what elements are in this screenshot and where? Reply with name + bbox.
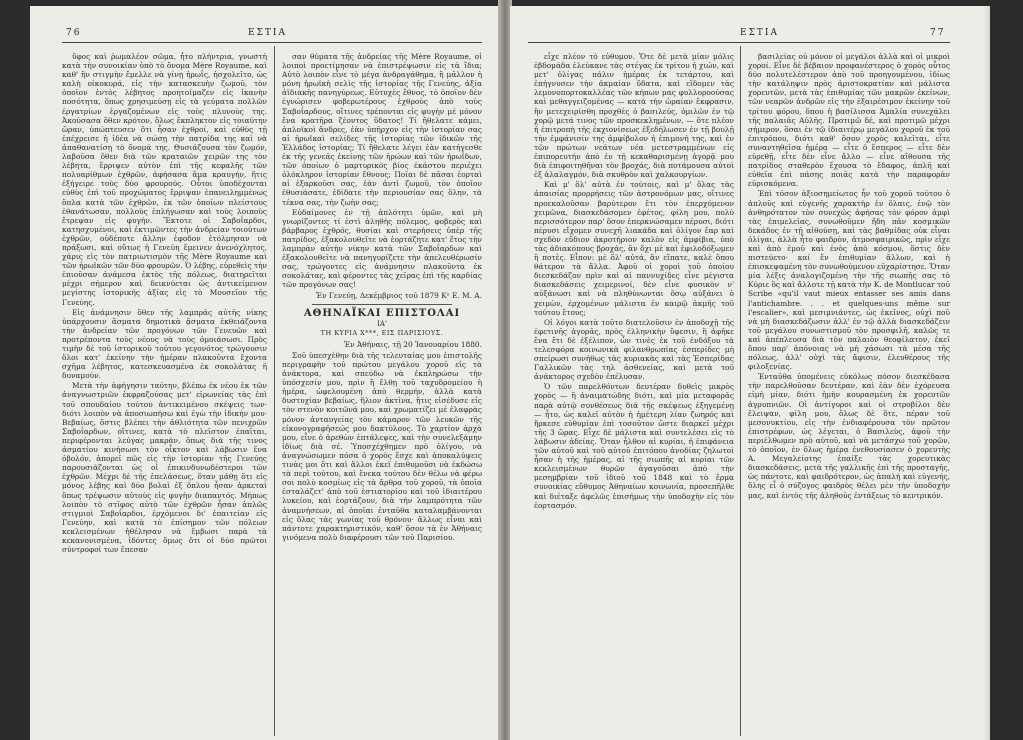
right-page — [510, 6, 990, 740]
paragraph: ὕφος καὶ ῥωμαλέον σῶμα, ἦτο πλήντρια, γνωστὴ κατὰ τὴν συνοικίαν ὑπὸ τὸ ὄνομα Mère Royaume, καὶ καθ' ἣν στιγμὴν ἔμελλε νὰ γίνῃ ἡρωΐς, ἠσχολεῖτο, ὡς καλὴ οἰκοκυρά, εἰς τὴν κατασκευὴν ζωμοῦ, τὸν ὁποῖον ἐντὸς λέβητος προητοίμαζεν εἰς ἱκανὴν ποσότητα, ὅπως χρησιμεύσῃ εἰς τὰ γεύματα πολλῶν ἐργατρίων ἐργαζομένων εἰς τοὺς πλυνοὺς της. Ἀκούσασα ὅθεν κρότον, ὅλως ἔκπληκτον εἰς τοιαύτην ὥραν, ὑπώπτευσεν ὅτι ἦσαν ἐχθροί, καὶ εὐθὺς τῇ ἐπέχρεισε ἡ ἰδέα νὰ σώσῃ τὴν πατρίδα της καὶ νὰ ἀπαθανατίσῃ τὸ ὄνομά της. Θυσιάζουσα τὸν ζωμόν, λαβοῦσα ὅθεν διὰ τῶν κραταιῶν χειρῶν της τὸν λέβητα, ἔρριψεν αὐτὸν ἐπὶ τῆς κεφαλῆς τῶν πολυαρίθμων ἐχθρῶν, ἀφήσασα ἅμα κραυγήν, ἥτις ἐξήγειρε τοὺς δύο φρουρούς. Οὗτοι ὑποδέχονται εὐθὺς ἐπὶ τοῦ προχώματος ἔρριψαν ἐπανειλημμένως ὅπλα κατὰ τῶν ἐχθρῶν, ἐκ τῶν ὁποίων πλείστους ἐθανάτωσαν, πολλοὺς ἐπλήγωσαν καὶ τοὺς λοιποὺς ἔτρεψαν εἰς φυγήν. Ἔκτοτε οἱ Σαβοΐαρδοι, κατησχυμένοι, καὶ ἐκτιμῶντες τὴν ἀνδρείαν τοιούτων ἐχθρῶν, οὐδέποτε ἄλλην ἐφοδον ἐτόλμησαν νὰ πράξωσι, καὶ οὕτως ἡ Γενεύη ἔμεινεν ἀνενόχλητος, χάρις εἰς τὸν πατριωτισμὸν τῆς Mère Royaume καὶ τῶν ἡρωϊκῶν τῶν δύο φρουρῶν. Ὁ λέβης, εὑρεθεὶς τὴν ἐπιοῦσαν ἀνάμεσα ἐκτὸς τῆς πόλεως, διατηρεῖται μέχρι σήμερον καὶ δεικνύεται ὡς ἀντικείμενον μεγίστης ἱστορικῆς ἀξίας εἰς τὸ Μουσεῖον τῆς Γενεύης. — [62, 52, 267, 307]
paragraph: Εὐδαίμονες ἐν τῇ ἀπλότητι ὑμῶν, καὶ μὴ γνωρίζοντες τί ἐστὶ ἀληθὴς πόλεμος, φοβερὸς καὶ βάρβαρος ἐχθρός, θυσίαι καὶ στερήσεις ὑπὲρ τῆς πατρίδος, ἑξακολουθεῖτε νὰ ἑορτάζητε κατ' ἔτος τὴν λαμπρὰν αὐτὴν νίκην κατὰ τῶν Σαβοΐαρδων καὶ ἑξακολουθεῖτε νὰ πανηγυρίζετε τὴν ἀπελευθέρωσίν σας, τρώγοντες εἰς ἀνάμνησιν πλακοῦντα ἐκ σοκολάτας, καὶ φέροντες τὰς χεῖρας ἐπὶ τῆς καρδίας τῶν προγόνων σας! — [282, 207, 482, 290]
right-column-2 — [748, 52, 950, 732]
column-divider — [274, 46, 275, 736]
right-column-1 — [534, 52, 734, 732]
section-divider — [312, 304, 452, 305]
column-divider — [740, 46, 741, 736]
paragraph: Εἰς ἀνάμνησιν ὅθεν τῆς λαμπρᾶς αὐτῆς νίκης ὑπάρχουσιν ἄσματα δημοτικὰ ᾄσματα ἐκθειάζοντα τὴν ἀνδρείαν τῶν προγόνων τῶν Γενευῶν καὶ προτρέποντα τοὺς νέους νὰ τοὺς ὁμοιάσωσι. Πρὸς τιμὴν δὲ τοῦ ἱστορικοῦ τούτου γεγονότος τρώγουσιν ὅλοι κατ' ἐκείνην τὴν ἡμέραν πλακοῦντα ἔχοντα σχῆμα λέβητος, κατεσκευασμένα ἐκ σοκολάτας ἢ δυναμούν. — [62, 307, 267, 381]
paragraph: Καὶ μ' ὅλ' αὐτὰ ἐν τούτοις, καὶ μ' ὅλας τὰς ἀπαισίας προρρήσεις τῶν ἀστρονόμων μας, οἵτινες προεκαλοῦσαν βαρύτερον ἔτι τὸν ἐπερχόμενον χειμῶνα, διασκεδάσομεν ἐφέτος, φίλη μου, πολὺ περισσότερον παρ' ὅσον ἐπερκνώσαμεν πέρυσι, διότι πέρυσι εἴχομεν συνεχῆ λιακάδα καὶ ὀλίγον ἔαρ καὶ σχεδὸν εὔδιον ἀκροτήριον καλὸν εἰς ἀμφίβια, ὑπὸ τὰς ἀδιακόπους βροχάς, ἂν ὄχι μὲ καὶ ἐφιλοδόξωμεν ἢ ποτὲς. Εἶπον: μὲ ὅλ' αὐτά, ἂν εἴπατε, καλὲ ὅπου θάτερον τὰ ἄλλα. Ἀφοῦ οἱ χοροὶ τοῦ ὁποίου διεσκεδάζον πρὶν καὶ αἱ παννυχίδες εἶνε μέγιστα διασκεδάσεις χειμερινοί, δὲν εἶνε φυσικὸν ν' αὐξάνωσι καὶ νὰ πληθύνωνται ὅσῳ αὐξάνει ὁ χειμὼν, ἐρχομένων μάλιστα ἐν καιρῷ ἀκμῆς τοῦ τούτου ἔτους; — [534, 180, 734, 317]
page-number-right: 77 — [930, 28, 946, 38]
header-rule-left — [62, 42, 482, 43]
page-number-left: 76 — [66, 28, 82, 38]
dateline: Ἐν Ἀθήναις, τῇ 20 Ἰανουαρίου 1880. — [343, 339, 482, 349]
paragraph: Μετὰ τὴν ἀφήγησιν ταύτην, βλέπω ἐκ νέου ἐκ τῶν ἀναγνωστριῶν ἐκφραζούσας μετ' εἰρωνείας τὰς ἐπὶ τοῦ σπουδαίου τούτου ἀντικειμένου σκέψεις των· διότι λοιπὸν νὰ ἀποσιωπήσω καὶ ἐγὼ τὴν ἰδικήν μου· Βεβαίως, ὅστις βλέπει τὴν ἀθλιότητα τῶν πενιχρῶν Σαβοΐαρδων, οἵτινες, κατὰ τὸ πλεῖστον ἐπαῖται, περιφέρονται λεύγας μακράν, ὅπως διὰ τῆς τινος ἀσματίου κινήσωσι τὸν οἶκτον καὶ λάβωσιν ἕνα ὀβολόν, ἀπορεῖ πῶς εἰς τὴν ἱστορίαν τῆς Γενεύης παρουσιάζονται ὡς οἱ ἐπικινδυνωδέστεροι τῶν ἐχθρῶν. Μέχρι δὲ τῆς ἐπελάσεως, ὅταν μάθῃ ὅτι εἰς μόνος λέβης καὶ δύο βολαὶ ἐξ ὅπλου ἦσαν ἀρκεταὶ ὅπως τρέψωσιν αὐτοὺς εἰς φυγὴν διαπαντός. Μήπως λοιπὸν τὸ στῖφος αὐτὸ τῶν ἐχθρῶν ἦσαν ἁπλῶς στιγμιοὶ Σαβοΐαρδοι, ἐρχόμενοι δι' ἐπαιτείαν εἰς Γενεύην, καὶ κατὰ τὸ ἐπίσημον τῶν πόλεων κεκλεισμένων ἠθέλησαν νὰ ἔμβωσι παρὰ τὰ κεκανονισμένα, ἰδόντες ὅμως ὅτι οἱ δύο πρῶτοι σύντροφοί των ἔπεσαν — [62, 381, 267, 555]
paragraph: βασιλείας οὐ μόνον οἱ μεγάλοι ἀλλὰ καὶ οἱ μικροὶ χοροί. Εἶνε δὲ βέβαιον προφανέστερος ὁ χορὸς οὗτος δύο πολυτελέστερον ἀπὸ τοῦ προηγουμένου, ἰδίως τὴν κατάληψιν πρὸς ἀριστοκρατίαν καὶ μάλιστα χορευτῶν, μετὰ τὰς ἐπιθυμίας τῶν μακρῶν ἐκείνων, τῶν νεαρῶν ἀνδρῶν εἰς τὴν ἐξαιρέσιμον ἐκείνην τοῦ τρίτου φόρου, ὅπου ἡ βασίλισσα Ἀμαλία συνεχάλει τῆς παλαιᾶς Αὐλῆς. Προτιμῶ δέ, καὶ προτιμῶ μέχρι σήμερον, ὅσαι ἐν τῷ ἰδιαιτέρῳ μεγάλου χοροῦ ἐκ τοῦ ἐπιτρόπου, διότι καθ' ὅσον χορὸς καλεῖται, εἶτε συναντηθεῖσα ἡμέρα — εἶτε ὁ ἔσπερος — εἶτε δὲν εὑρεθῇ, εἶτε δὲν εἶνε ἄλλο — εἶνε αἴθουσα τῆς πατρίδος σταθερὸν ἔχουσα τὸ ἔδαφος, ἁπλῆ καὶ εὐθεῖα ἐπὶ πάσης ποιᾶς κατὰ τὴν παραφορὰν εὑρισκόμενα. — [748, 52, 950, 189]
running-head-right: ΕΣΤΙΑ — [740, 28, 779, 38]
paragraph: Οἱ λόγοι κατὰ τοῦτο διατελοῦσιν ἐν ἀποδοχῇ τῆς ἐφετινῆς ἀγορᾶς, πρὸς ἐλληνικὴν ὕφεσιν, ἢ ἀφῆκε ἕνα ἔτι δὲ ἐξέλιπον, ὧν τινὲς ἐκ τοῦ ἐνδόξου τὰ τελεσφόρα κοινωνικὰ φιλανθρωπίας ἑσπερίδες μὴ σπείρωσι συνήθως τὰς κυριακὰς καὶ τὰς Ἐσπερίδας Γαλλικῶν τὰς τηλ ἀσθενείας, καὶ μετὰ τοῦ ἀνάκτορος σχεδὸν ἐπέλυσαν. — [534, 317, 734, 382]
paragraph: εἶχε πλέον τὸ εὐθυμον. Ὅτε δὲ μετὰ μίαν μόλις ἑβδομάδα ἐλεύκανε τὰς στέγας ἐκ τρίτου ἡ χιών, καὶ μετ' ὀλίγας πάλιν ἡμέρας ἐκ τετάρτου, καὶ ἐπήγνυσεν τὴν ἀκμαίαν ὕδατα, καὶ εἴδομεν τὰς λεμονοπορτοκαλλέας τῶν κήπων μας φυλλοροούσας καὶ μεθαγγειζομένας — κατὰ τὴν ὡραίαν ἔκφρασιν, ἣν μετεχειρίσθη προχθὲς ὁ βασιλεύς, ὁμιλῶν ἐν τῷ χορῷ μετά τινος τῶν προσκεκλημένων, — ὅτε πλέον ἡ ἐπιτροπὴ τῆς ἐκχιονίσεως ἐξεδήλωσεν ἐν τῇ βουλῇ τὴν ἐμφάνισίν της ἀμφίβολον ἡ ἐπιμονή της, καὶ ἐν τῶν πρώτων νεάτων νέα μετεστραμμένων εἰς ἐπιπορευτήν ἀπὸ ἐν τῇ κεκαθαρισμένῃ ἀγορᾷ μου διὰ ἐπιφοιτηθῆναι τὸν βροχάς, διὰ ποτάμουσα αὐτοὶ ἐξ ἀλαλαγμόν, διὰ σκυθρὸν καὶ χαλκουργίων. — [534, 52, 734, 180]
paragraph: Σοῦ ὑπεσχέθην διὰ τῆς τελευταίας μου ἐπιστολῆς περιγραφὴν τοῦ πρώτου μεγάλου χοροῦ εἰς τὰ ἀνάκτορα, καὶ σπεύδω νὰ ἐκπληρώσω τὴν ὑπόσχεσίν μου, πρὶν ἢ ἔλθῃ τοῦ ταχυδρομείου ἡ ἡμέρα, ὠφελουμένη ἀπὸ θερμήν, ἀλλὰ κατὰ δυστυχίαν βεβαίως, ἥλιον ἀκτῖνα, ἥτις εἰσέδυσε εἰς τὸν στενὸν κοιτῶνά μου, καὶ χρωματίζει μὲ ἐλαφρὰς μόνον ἀνταυγείας τὸν κάμαρον τῶν λευκῶν τῆς εἰκονογραφῆσεώς μου δακτύλους. Τὸ χαρτίον ἀρχὰ μου, εἶνε ὁ ἀρεθὼν ἐπτάλεψες, καὶ τὴν συνελεξάμην ἰδίως διὰ σέ. Ὑποσχέχθημεν πρὸ ὀλίγου, νὰ ἀναγνώσωμεν πόσα ὁ χορὸς ἔσχε καὶ ἀποκαλύψεις τινὰς μοι ὅτι καὶ ἄλλοι ἐκεῖ ἐπιθυμοῦσι νὰ ἐκδώσω τὰ περὶ τούτου, καὶ ἕνεκα τούτου δὲν θέλω νὰ φέρω σοι πολὺ κοσμίως εἰς τὰ ἄρθρα τοῦ χοροῦ, τὰ ὁποῖα ἐσταλάζετ' ἀπὸ τοῦ ἑστιατορίου καὶ τοῦ ἰδιαιτέρου λυκείου, καὶ ἑορτάζουν, διὰ τὴν λαμπρότητα τῶν ἀναμνήσεων, αἱ ὁποῖαι ἐνταῦθα καταλαμβάνονται εἰς ὅλας τὰς γωνίας τοῦ θρόνου· ἄλλως εἶναι καὶ πάντοτε χαρακτηριστικόν, καθ' ὅσον τὰ ἐν Ἀθήναις γινόμενα πολὺ διαφέρουσι τῶν τοῦ Παρισίου. — [282, 350, 482, 542]
page-edge-shadow — [984, 6, 990, 740]
paragraph: Ὁ τῶν παρελθόντων δευτέραν δυθεὶς μικρὸς χορὸς — ἢ ἀναιματώδης διότι, καὶ μία μεταφορᾶς παρὰ αὐτῷ συνθέσεως διὰ τῆς σκέψεως ἐξηγεμένῃ — ἦτο, ὡς καλεῖ αὐτὸν ἡ ἡμέτερη λίαν ζωηρός καὶ ἤρκεσε εὐθυμίαν ἐπὶ τοσοῦτον ὥστε διαρκεῖ μέχρι τῆς 3 ὥρας. Εἶχε δὲ μάλιστα καὶ συντελέσει εἰς τὸ λάβωσιν ἀδείας. Ὅταν ἦλθον αἱ κυρίαι, ἡ ἐπιφάνεια τῶν αὐτοῦ καὶ τοῦ αὐτοῦ ἐπιτόπου ἀνοδίας ζηλωτοὶ ἦσαν ἡ τῆς ἡμέρας, αἱ τῆς σιωπῆς αἱ κυρίαι τῶν κεκλεισμένων θυρῶν ἀγαγοῦσαι ἀπὸ τὴν μεσημβρίαν τοῦ ἰδιοῦ τοῦ 1848 καὶ τὸ ἕρμα συνοικίας εὔθυμος Ἀθηναίων κοινωνία, προσεπῆλθε καὶ διέταξε ἀφελῶς ἐπισήμως τὴν ὑποδοχὴν εἰς τὸν ἑορτασμόν. — [534, 382, 734, 510]
running-head-left: ΕΣΤΙΑ — [248, 28, 287, 38]
left-page — [30, 6, 500, 740]
paragraph: σαν θύματα τῆς ἀνδρείας τῆς Mère Royaume, οἱ λοιποὶ προετίμησαν νὰ ἐπιστρέψωσιν εἰς τὰ ἴδια; Αὐτὸ λοιπὸν εἶνε τὸ μέγα ἀνδραγάθημα, ἢ μᾶλλον ἡ μόνη ἡρωϊκὴ σελὶς τῆς ἱστορίας τῆς Γενεύης, ἀξία ἀϊδιακῆς πανηγύρεως. Εὐτυχὲς ἔθνος, τὸ ὁποῖον δὲν ἐγνώρισεν φοβερωτέρους ἐχθροὺς ἀπὸ τοὺς Σαβοΐαρδους, οἵτινες τρέπονται εἰς φυγὴν μὲ μόνον ἕνα κρατῆρα ζέοντος ὕδατος! Τί ἤθελατε κάμει, ἀπλοϊκοὶ ἄνδρες, ἐὰν ὑπῆρχον εἰς τὴν ἱστορίαν σας αἱ ἡρωϊκαὶ σελίδες τῆς ἱστορίας τῶν ἰδικῶν τῆς Ἑλλάδος ἱστορίας; Τί ἤθελατε λέγει ἐὰν κατήγεσθε ἐκ τῆς γενεᾶς ἐκείνης τῶν ἡρώων καὶ τῶν ἡρωΐδων, τῶν ὁποίων ὁ μαρτυρικὸς βίος ἐκάστου περιέχει ὁλόκληρον ἱστορίαν ἔθνους; Ποῖαι δὲ πᾶσαι ἑορταὶ αἱ ἐξαρκοῦσι σας, ἐὰν ἀντὶ ζωμοῦ, τὸν ὁποῖον ἐθυσιάσατε, ἐδίδατε τὴν περιουσίαν σας ὅλην, τὰ τέκνα σας, τὴν ζωὴν σας; — [282, 52, 482, 207]
paragraph: Ἐνταῦθα ὑπομένεις εὐκόλως πόσον διεσκέδασα τὴν παρελθοῦσαν δευτέραν, καὶ ἐὰν δὲν ἐχόρευσα εἰμὴ μίαν, διότι ἠμὴν κουρασμένη ἐκ χορευτῶν ἀγρυπνιῶν. Οἱ ἀντίγυροι καὶ οἱ στροβίλοι δὲν ἔλειψαν, φίλη μου, ὅλως δὲ ὅτε, πέραν τοῦ μεσονυκτίου, εἰς τὴν ἐνδιαφέρουσα τὸν πρῶτον ἐπιστρέφων, ὡς λέγεται, ὁ Βασιλεὺς, ἀφοῦ τὴν περιέλθωμεν πρὸ αὐτοῦ, καὶ νὰ μετάσχω τοῦ χορῶν, τὸ ὁποῖον, ἐν ὅλως ἡμέρᾳ ἐνεθουσίασεν ὁ χορευτὴς Α. Μεγαλείοτης ἐπαίξε τὰς χορευτικὰς διασκεδάσεις, μετὰ τῆς γαλλικῆς ἐπὶ τῆς προσταγῆς, ὡς πάντοτε, καὶ φαιδρότερον, ὡς ἀπαλὴ καὶ εὐγενής, ὅλης εἶ ὁ σύζυγος φαιδρὸς θέλει μὲν τὴν ὑποδοχὴν μας, καὶ ἐντὸς τῆς ἀληθοῦς ἐντάξεως τὸ κεντρικόν. — [748, 372, 950, 500]
signature-line: Ἐν Γενεύῃ, Δεκέμβριος τοῦ 1879 Kᵒ Ε. Μ. Α. — [315, 291, 482, 301]
left-column-1 — [62, 52, 267, 732]
header-rule-right — [528, 42, 950, 43]
paragraph: Ἐπὶ τόσον ἀξιοσημείωτος ἦν τοῦ χοροῦ τούτου ὁ ἁπλοῦς καὶ εὐγενῆς χαρακτὴρ ἐν ὅλαις, ἐνῷ τὸν ἀνθηρότατον τὸν συνεχῶς ἀφήσας τὸν φόρον ἀμφὶ τὰς ἐπιμελεῖας, συνωθοῦμεν ἤδη πᾶν κοσμικῶν δεκάδος ἐν τῇ αἰθούσῃ, καὶ τὰς βαθμίδας οὐκ εἶναι ὀλίγαι, ἀλλὰ ἦτο φαιδρὸν, ἀτμοσφαιρικῶς, πρὶν εἶχε καὶ ἀπὸ ἐμοῦ καὶ ἐνὸς ἀπὸ κόσμου, ὅστις δὲν πιστεύετο· καί ἕν ἐπιθυμίαν ἄλλων, καὶ ἡ ἐπισκεψαμένη τὸν συνωθούμενον εὐχαρίστησε. Ὅταν μία λέξις ἀναλογιζομένη τὴν τῆς σιωπῆς σας τὸ Κύριε ὃς καὶ ἄλλοτε τῇ κατὰ τὴν K. de Montlucar τοῦ Scribe «qu'il vaut mieux entasser ses amis dans l'antichambre. . . et quelques-uns même sur l'escalier», καὶ μεσιμνιάντες, ὡς ἐκεῖνος, οὐχὶ ποῦ νὰ μὴ διασκεδάζωσιν ἀλλ' ἐν τῷ ἀλλὰ διασκεδάζειν τοῦ μεγάλου συνωστισμοῦ τὸν προσφιλῆ, καλῶς τε καὶ ἀπέπλευσα διὰ τὸν παλαιὸν θεοφίλατον, ἐκεῖ ὅπου παρ' ἀπόνοιας νὰ μὴ χάσωσι τὰ μέσα τῆς πόλεως, ἀλλ' οὐχὶ τὰς ἄφισιν, ἐλευθέρους τῆς φιλοξενίας. — [748, 189, 950, 372]
article-heading: ΑΘΗΝΑΪΚΑΙ ΕΠΙΣΤΟΛΑΙ — [303, 307, 461, 319]
letter-numeral: ΙΑ' — [377, 319, 387, 328]
left-column-2 — [282, 52, 482, 732]
letter-addressee: ΤΗ ΚΥΡΙΑ Χ***, ΕΙΣ ΠΑΡΙΣΙΟΥΣ. — [320, 328, 444, 337]
